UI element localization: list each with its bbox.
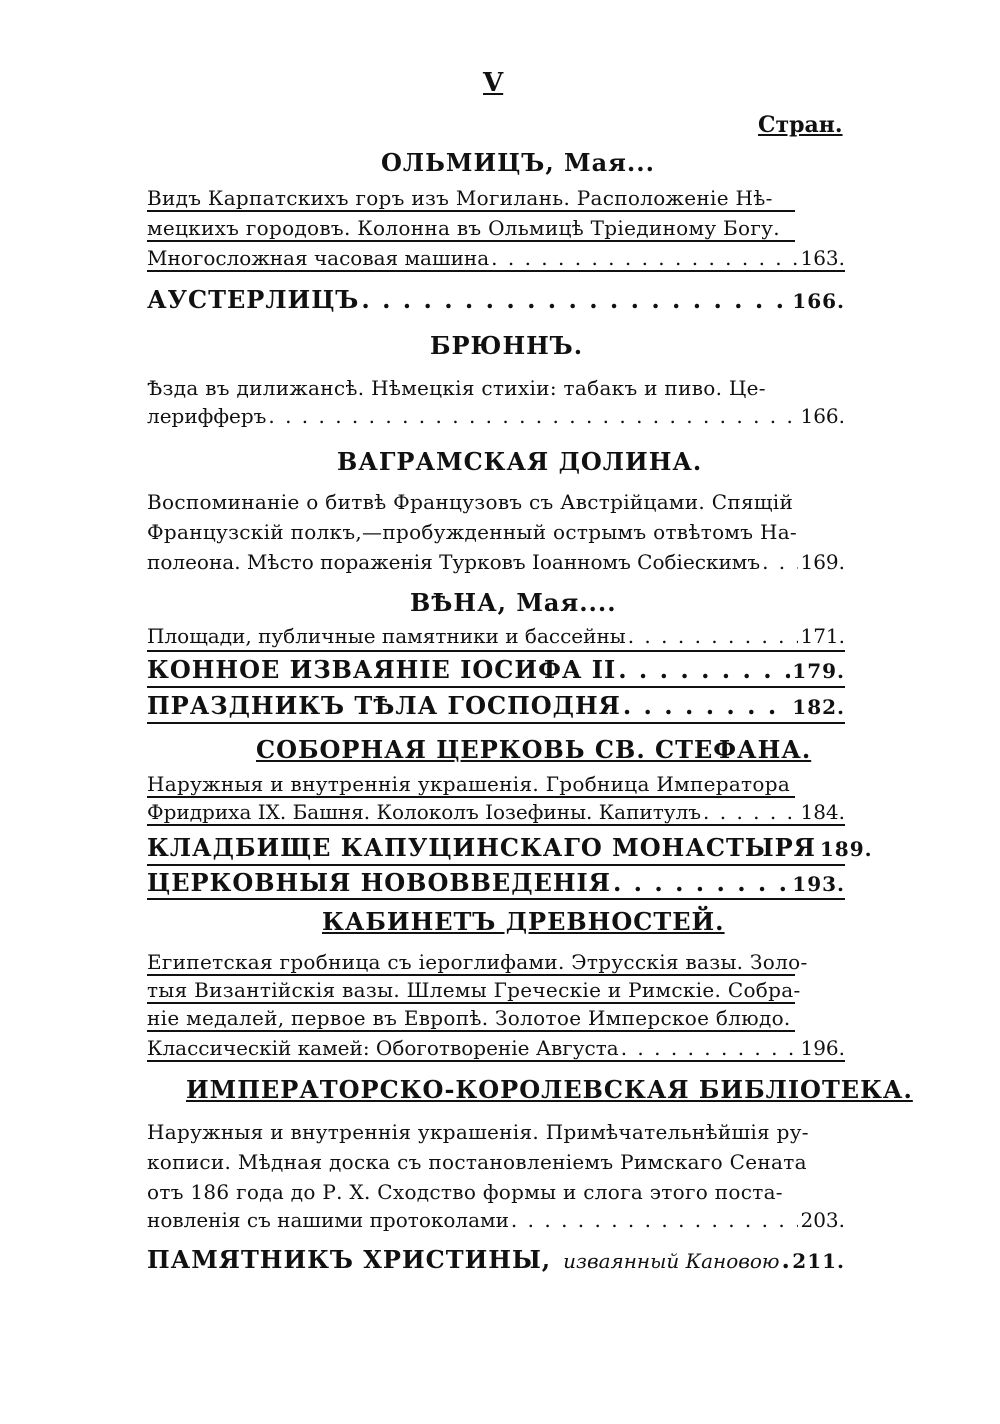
entry-line: Видъ Карпатскихъ горъ изъ Могилань. Расположеніе Нѣ- <box>147 186 773 210</box>
entry-text: лерифферъ <box>147 404 267 428</box>
page-number: 166. <box>792 289 845 313</box>
page-number: 196. <box>800 1036 845 1060</box>
entry-line: мецкихъ городовъ. Колонна въ Ольмицѣ Тріединому Богу. <box>147 216 780 240</box>
leader-dots <box>628 624 799 648</box>
entry-text: Площади, публичные памятники и бассейны <box>147 624 626 648</box>
entry-line: кописи. Мѣдная доска съ постановленіемъ Римскаго Сената <box>147 1150 807 1174</box>
rule <box>147 796 795 798</box>
leader-dots <box>268 404 798 428</box>
leader-dots <box>762 550 798 574</box>
leader-dots <box>613 868 790 897</box>
rule <box>147 864 845 866</box>
section-title-brunn: БРЮННЪ. <box>430 331 584 360</box>
page-number: 163. <box>800 246 845 270</box>
rule <box>147 1030 795 1032</box>
rule <box>147 824 845 826</box>
rule <box>147 722 845 724</box>
section-title-vienna: ВѢНА, Мая.... <box>410 588 617 617</box>
toc-entry-cabinet <box>147 1036 845 1060</box>
entry-text: ПАМЯТНИКЪ ХРИСТИНЫ, <box>147 1245 552 1274</box>
entry-line: Наружныя и внутреннія украшенія. Гробница Императора <box>147 772 791 796</box>
leader-dots <box>703 800 798 824</box>
entry-line: тыя Византійскія вазы. Шлемы Греческіе и Римскіе. Собра- <box>147 978 801 1002</box>
toc-entry-stephan <box>147 800 845 824</box>
page-number: 211. <box>792 1249 845 1273</box>
rule <box>147 650 845 652</box>
toc-entry-christina <box>147 1245 845 1274</box>
toc-entry-olmutz <box>147 246 845 270</box>
page-number: 203. <box>800 1208 845 1232</box>
toc-entry-joseph <box>147 655 845 684</box>
leader-dots <box>621 1036 799 1060</box>
rule <box>147 270 845 272</box>
entry-text: Классическій камей: Обоготвореніе Августа <box>147 1036 619 1060</box>
section-title-olmutz: ОЛЬМИЦЪ, Мая... <box>381 148 655 177</box>
entry-text: полеона. Мѣсто пораженія Турковъ Іоанномъ Собіескимъ <box>147 550 761 574</box>
entry-line: Ѣзда въ дилижансѣ. Нѣмецкія стихіи: табакъ и пиво. Це- <box>147 376 766 400</box>
section-title-stephan: СОБОРНАЯ ЦЕРКОВЬ СВ. СТЕФАНА. <box>256 735 812 764</box>
page-number: 166. <box>800 404 845 428</box>
rule <box>147 1002 795 1004</box>
entry-line: отъ 186 года до Р. Х. Сходство формы и слога этого поста- <box>147 1180 783 1204</box>
page-number: 182. <box>792 695 845 719</box>
page-roman-numeral: V <box>483 68 504 98</box>
entry-line: Воспоминаніе о битвѣ Французовъ съ Австрійцами. Спящій <box>147 490 794 514</box>
section-title-wagram: ВАГРАМСКАЯ ДОЛИНА. <box>337 447 703 476</box>
page-number: 171. <box>800 624 845 648</box>
entry-text: Фридриха IX. Башня. Колоколъ Іозефины. Капитулъ <box>147 800 702 824</box>
entry-text: АУСТЕРЛИЦЪ <box>147 285 360 314</box>
entry-text: КЛАДБИЩЕ КАПУЦИНСКАГО МОНАСТЫРЯ <box>147 833 816 862</box>
entry-text: новленія съ нашими протоколами <box>147 1208 509 1232</box>
entry-line: ніе медалей, первое въ Европѣ. Золотое Имперское блюдо. <box>147 1006 791 1030</box>
section-title-library: ИМПЕРАТОРСКО-КОРОЛЕВСКАЯ БИБЛІОТЕКА. <box>186 1075 913 1104</box>
toc-entry-library <box>147 1208 845 1232</box>
toc-entry-corpus-christi <box>147 691 845 720</box>
entry-line: Египетская гробница съ іероглифами. Этрусскія вазы. Золо- <box>147 950 808 974</box>
leader-dots <box>623 691 790 720</box>
rule <box>147 686 845 688</box>
page-number: 193. <box>792 872 845 896</box>
page-column-label: Стран. <box>758 112 843 138</box>
toc-entry-capuchin <box>147 833 873 862</box>
toc-entry-vienna <box>147 624 845 648</box>
toc-entry-wagram <box>147 550 845 574</box>
rule <box>147 974 795 976</box>
entry-line: Французскій полкъ,—пробужденный острымъ отвѣтомъ На- <box>147 520 797 544</box>
rule <box>147 898 845 900</box>
leader-dots <box>782 1245 791 1274</box>
leader-dots <box>511 1208 799 1232</box>
entry-subtitle: изваянный Кановою <box>563 1249 780 1273</box>
entry-text: ЦЕРКОВНЫЯ НОВОВВЕДЕНІЯ <box>147 868 611 897</box>
rule <box>147 1060 845 1062</box>
toc-entry-church-innovations <box>147 868 845 897</box>
page-number: 184. <box>800 800 845 824</box>
entry-text: ПРАЗДНИКЪ ТѢЛА ГОСПОДНЯ <box>147 691 621 720</box>
page-number: 179. <box>792 659 845 683</box>
rule <box>147 210 795 212</box>
leader-dots <box>491 246 798 270</box>
entry-text: КОННОЕ ИЗВАЯНІЕ ІОСИФА II <box>147 655 617 684</box>
leader-dots <box>361 285 790 314</box>
toc-entry-brunn <box>147 404 845 428</box>
section-title-cabinet: КАБИНЕТЪ ДРЕВНОСТЕЙ. <box>322 907 725 936</box>
entry-line: Наружныя и внутреннія украшенія. Примѣчательнѣйшія ру- <box>147 1120 809 1144</box>
page-number: 169. <box>800 550 845 574</box>
entry-text: Многосложная часовая машина <box>147 246 490 270</box>
toc-entry-austerlitz <box>147 285 845 314</box>
rule <box>147 240 795 242</box>
leader-dots <box>618 655 790 684</box>
page-number: 189. <box>819 837 873 861</box>
